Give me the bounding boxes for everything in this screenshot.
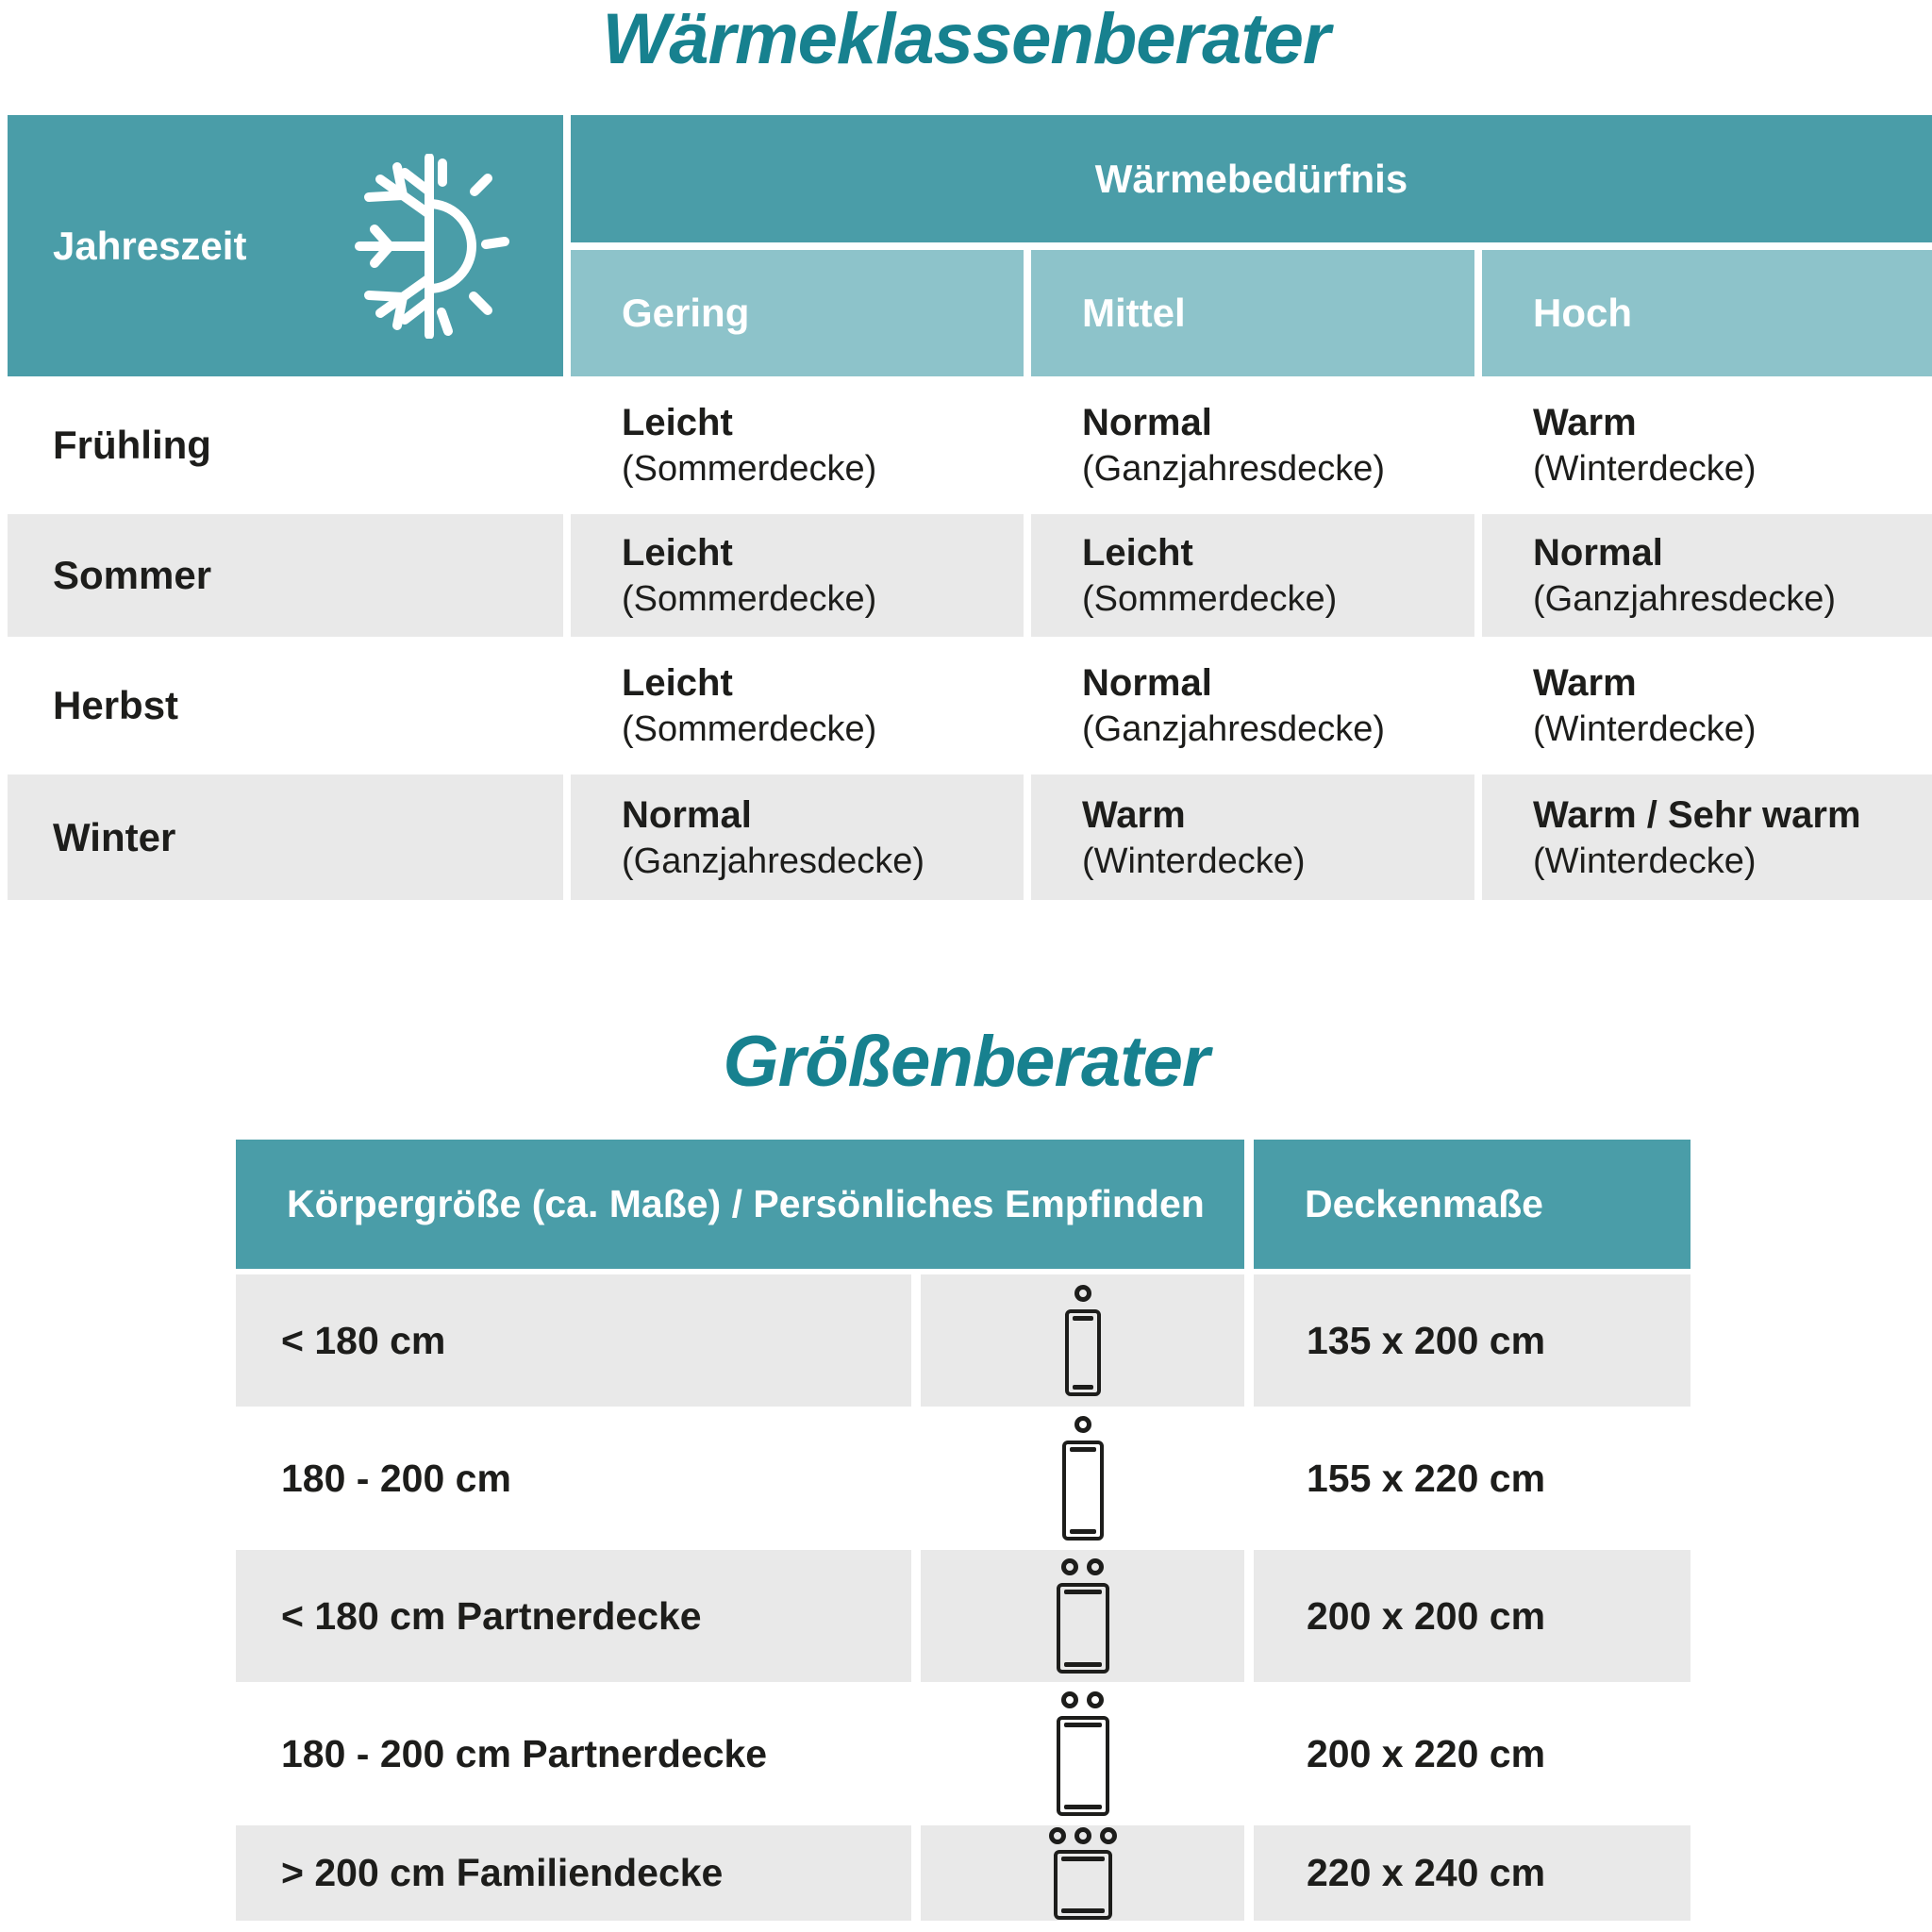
season-sommer: Sommer <box>8 514 563 637</box>
season-winter: Winter <box>8 774 563 900</box>
person-dot <box>1074 1416 1091 1433</box>
cell-winter-mittel <box>1031 774 1474 900</box>
person-count-dots <box>1061 1558 1104 1575</box>
need-header-cell <box>571 115 1932 242</box>
person-dot <box>1074 1285 1091 1302</box>
blanket-type: (Winterdecke) <box>1533 709 1757 749</box>
warmth-level: Normal <box>1533 532 1663 574</box>
cell-fruehling-gering <box>571 384 1024 507</box>
cell-fruehling-mittel <box>1031 384 1474 507</box>
season-fruehling: Frühling <box>53 423 211 467</box>
warmth-level: Leicht <box>622 532 733 574</box>
person-count-dots <box>1074 1416 1091 1433</box>
level-header-mittel: Mittel <box>1031 250 1474 376</box>
person-dot <box>1061 1691 1078 1708</box>
level-header-gering: Gering <box>571 250 1024 376</box>
snowflake-sun-icon <box>344 154 514 339</box>
blanket-type: (Sommerdecke) <box>622 449 877 489</box>
size-table-title: Größenberater <box>723 1022 1209 1102</box>
blanket-type: (Ganzjahresdecke) <box>1082 709 1386 749</box>
blanket-size-value: 200 x 220 cm <box>1307 1731 1546 1775</box>
blanket-shape <box>1054 1850 1112 1920</box>
person-dot <box>1100 1827 1117 1844</box>
warmth-level: Leicht <box>622 662 733 704</box>
person-dot <box>1074 1827 1091 1844</box>
blanket-shape <box>1057 1716 1109 1816</box>
warmth-table-title: Wärmeklassenberater <box>602 0 1330 79</box>
warmth-level: Normal <box>1082 402 1212 443</box>
cell-herbst-hoch <box>1482 644 1932 767</box>
blanket-icon-cell <box>921 1688 1244 1820</box>
single-blanket-icon <box>1065 1285 1101 1396</box>
body-size-header-cell: Körpergröße (ca. Maße) / Persönliches Empfinden <box>236 1140 1244 1269</box>
season-herbst: Herbst <box>53 683 179 727</box>
body-size-label: 180 - 200 cm Partnerdecke <box>281 1731 768 1775</box>
cell-sommer-hoch <box>1482 514 1932 637</box>
blanket-size-value: 135 x 200 cm <box>1254 1274 1690 1407</box>
cell-winter-gering <box>571 774 1024 900</box>
need-header-label: Wärmebedürfnis <box>1094 156 1408 201</box>
blanket-size-value: 155 x 220 cm <box>1307 1456 1546 1500</box>
blanket-size-value: 220 x 240 cm <box>1254 1825 1690 1921</box>
body-size-label: < 180 cm <box>236 1274 911 1407</box>
person-count-dots <box>1074 1285 1091 1302</box>
partner-blanket-icon <box>1057 1691 1109 1816</box>
blanket-type: (Winterdecke) <box>1082 841 1306 881</box>
warmth-level: Warm <box>1533 662 1637 704</box>
cell-sommer-gering <box>571 514 1024 637</box>
body-size-label: 180 - 200 cm <box>281 1456 511 1500</box>
warmth-class-table <box>8 115 1932 900</box>
single-blanket-icon <box>1062 1416 1104 1541</box>
season-header-label: Jahreszeit <box>53 223 247 268</box>
warmth-level: Warm <box>1082 793 1186 836</box>
person-dot <box>1049 1827 1066 1844</box>
blanket-type: (Ganzjahresdecke) <box>622 841 925 881</box>
cell-fruehling-hoch <box>1482 384 1932 507</box>
blanket-type: (Sommerdecke) <box>622 579 877 619</box>
blanket-icon-cell <box>921 1825 1244 1921</box>
person-count-dots <box>1061 1691 1104 1708</box>
warmth-level: Normal <box>622 793 752 836</box>
blanket-icon-cell <box>921 1412 1244 1544</box>
blanket-type: (Sommerdecke) <box>622 709 877 749</box>
blanket-type: (Sommerdecke) <box>1082 579 1338 619</box>
partner-blanket-icon <box>1057 1558 1109 1674</box>
blanket-size-header-cell: Deckenmaße <box>1254 1140 1690 1269</box>
person-count-dots <box>1049 1827 1117 1844</box>
cell-winter-hoch <box>1482 774 1932 900</box>
warmth-level: Warm / Sehr warm <box>1533 793 1861 836</box>
warmth-level: Normal <box>1082 662 1212 704</box>
blanket-type: (Ganzjahresdecke) <box>1082 449 1386 489</box>
warmth-level: Warm <box>1533 402 1637 443</box>
season-header-cell <box>8 115 563 376</box>
level-header-hoch: Hoch <box>1482 250 1932 376</box>
body-size-label: > 200 cm Familiendecke <box>236 1825 911 1921</box>
warmth-level: Leicht <box>622 402 733 443</box>
blanket-type: (Winterdecke) <box>1533 449 1757 489</box>
blanket-icon-cell <box>921 1274 1244 1407</box>
cell-herbst-gering <box>571 644 1024 767</box>
body-size-label: < 180 cm Partnerdecke <box>236 1550 911 1682</box>
size-table <box>236 1140 1690 1921</box>
blanket-type: (Ganzjahresdecke) <box>1533 579 1837 619</box>
blanket-icon-cell <box>921 1550 1244 1682</box>
person-dot <box>1087 1691 1104 1708</box>
cell-herbst-mittel <box>1031 644 1474 767</box>
family-blanket-icon <box>1049 1827 1117 1920</box>
blanket-size-value: 200 x 200 cm <box>1254 1550 1690 1682</box>
blanket-type: (Winterdecke) <box>1533 841 1757 881</box>
person-dot <box>1087 1558 1104 1575</box>
blanket-shape <box>1065 1309 1101 1396</box>
warmth-level: Leicht <box>1082 532 1193 574</box>
blanket-shape <box>1057 1583 1109 1674</box>
cell-sommer-mittel <box>1031 514 1474 637</box>
blanket-shape <box>1062 1441 1104 1541</box>
person-dot <box>1061 1558 1078 1575</box>
